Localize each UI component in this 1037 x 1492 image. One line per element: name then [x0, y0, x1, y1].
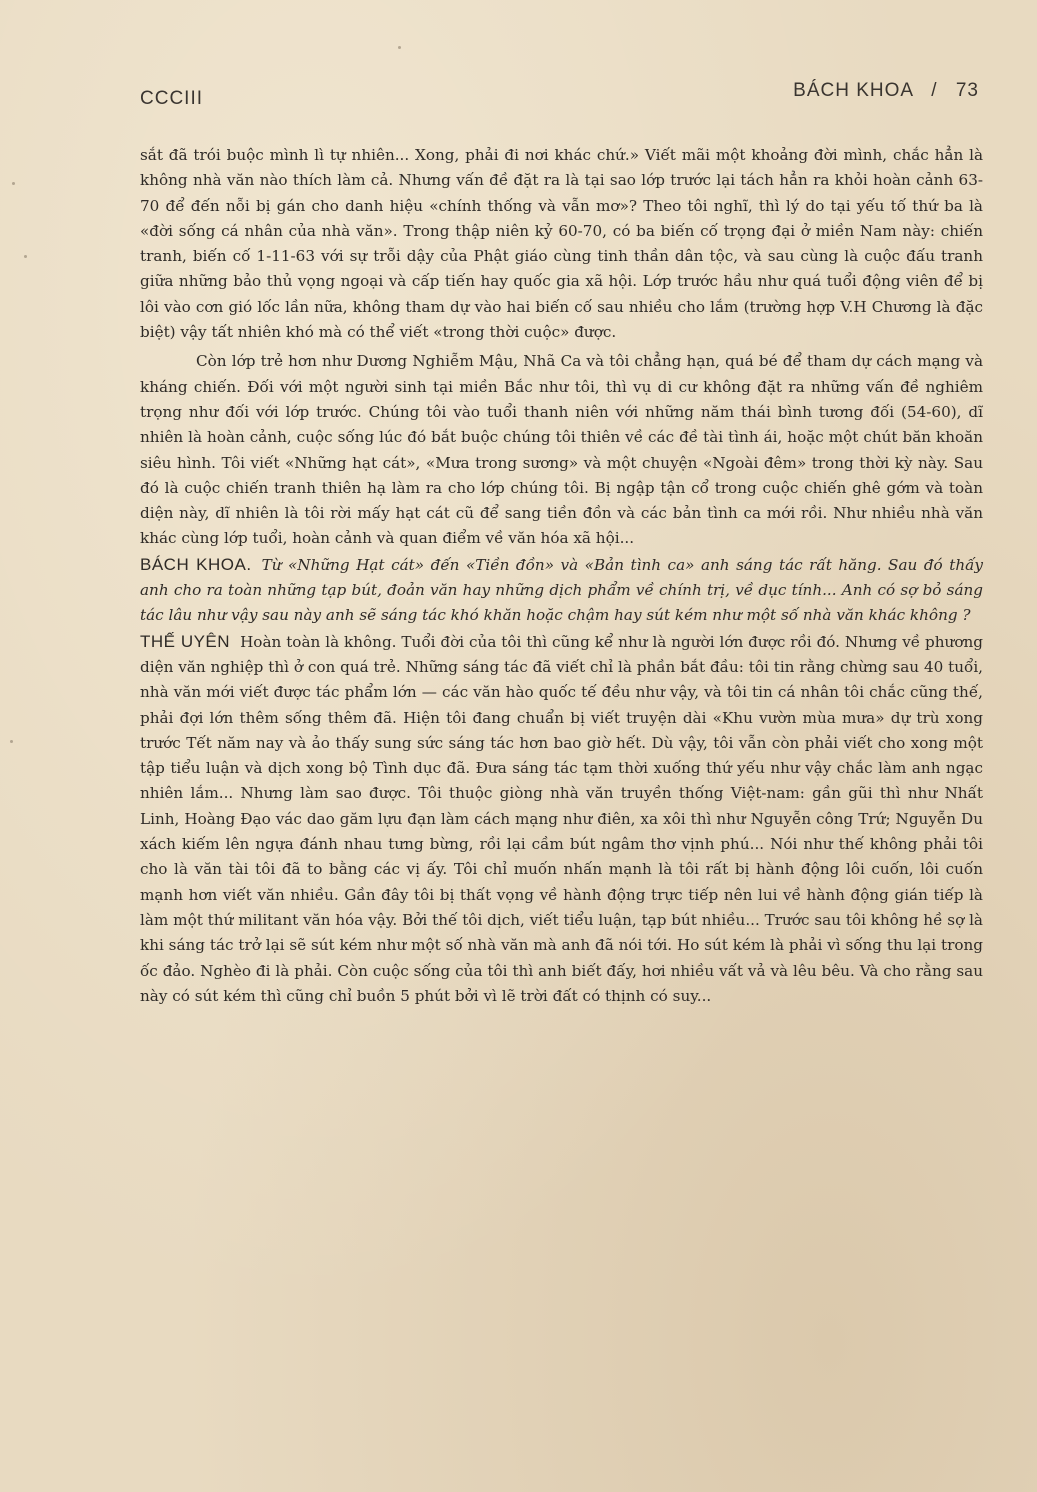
issue-number: CCCIII — [140, 88, 203, 109]
paper-speck — [24, 255, 27, 258]
paragraph-2: Còn lớp trẻ hơn như Dương Nghiễm Mậu, Nhã Ca và tôi chẳng hạn, quá bé để tham dự cách mạng và kháng chiến. Đối với một người sinh tại miền Bắc như tôi, thì vụ di cư không đặt ra những vấn đề nghiêm trọng như đối với lớp trước. Chúng tôi vào tuổi thanh niên với những năm thái bình tương đối (54-60), dĩ nhiên là hoàn cảnh, cuộc sống lúc đó bắt buộc chúng tôi thiên về các đề tài tình ái, hoặc một chút băn khoăn siêu hình. Tôi viết «Những hạt cát», «Mưa trong sương» và một chuyện «Ngoài đêm» trong thời kỳ này. Sau đó là cuộc chiến tranh thiên hạ làm ra cho lớp chúng tôi. Bị ngập tận cổ trong cuộc chiến ghê gớm và toàn diện này, dĩ nhiên là tôi rời mấy hạt cát cũ để sang tiền đồn và các bản tình ca mới rồi. Như nhiều nhà văn khác cùng lớp tuổi, hoàn cảnh và quan điểm về văn hóa xã hội... — [140, 352, 983, 548]
paper-speck — [12, 182, 15, 185]
answer-text: Hoàn toàn là không. Tuổi đời của tôi thì cũng kể như là người lớn được rồi đó. Nhưng về phương diện văn nghiệp thì ở con quá trẻ. Những sáng tác đã viết chỉ là phần bắt đầu: tôi tin rằng chừng sau 40 tuổi, nhà văn mới viết được tác phẩm lớn — các văn hào quốc tế đều như vậy, và tôi tin cá nhân tôi chắc cũng thế, phải đợi lớn thêm sống thêm đã. Hiện tôi đang chuẩn bị viết truyện dài «Khu vườn mùa mưa» dự trù xong trước Tết năm nay và ảo thấy sung sức sáng tác hơn bao giờ hết. Dù vậy, tôi vẫn còn phải viết cho xong một tập tiểu luận và dịch xong bộ Tình dục đã. Đưa sáng tác tạm thời xuống thứ yếu như vậy chắc làm anh ngạc nhiên lắm... Nhưng làm sao được. Tôi thuộc giòng nhà văn truyền thống Việt-nam: gần gũi thì như Nhất Linh, Hoàng Đạo vác dao găm lựu đạn làm cách mạng như điên, xa xôi thì như Nguyễn công Trứ; Nguyễn Du xách kiếm lên ngựa đánh nhau tưng bừng, rồi lại cầm bút ngâm thơ vịnh phú... Nói như thế không phải tôi cho là văn tài tôi đã to bằng các vị ấy. Tôi chỉ muốn nhấn mạnh là tôi rất bị hành động lôi cuốn, lôi cuốn mạnh hơn viết văn nhiều. Gần đây tôi bị thất vọng về hành động trực tiếp nên lui về hành động gián tiếp là làm một thứ militant văn hóa vậy. Bởi thế tôi dịch, viết tiểu luận, tạp bút nhiều... Trước sau tôi không hề sợ là khi sáng tác trở lại sẽ sút kém như một số nhà văn mà anh đã nói tới. Ho sút kém là phải vì sống thu lại trong ốc đảo. Nghèo đi là phải. Còn cuộc sống của tôi thì anh biết đấy, hơi nhiều vất vả và lêu bêu. Và cho rằng sau này có sút kém thì cũng chỉ buồn 5 phút bởi vì lẽ trời đất có thịnh có suy... — [140, 632, 983, 1005]
question-text: Từ «Những Hạt cát» đến «Tiền đồn» và «Bản tình ca» anh sáng tác rất hăng. Sau đó thấy anh cho ra toàn những tạp bút, đoản văn hay những dịch phẩm về chính trị, về dục tính... Anh có sợ bỏ sáng tác lâu như vậy sau này anh sẽ sáng tác khó khăn hoặc chậm hay sút kém như một số nhà văn khác không ? — [140, 555, 983, 625]
header-separator: / — [931, 80, 938, 101]
paragraph-1: sắt đã trói buộc mình lì tự nhiên... Xong, phải đi nơi khác chứ.» Viết mãi một khoảng đời mình, chắc hẳn là không nhà văn nào thích làm cả. Nhưng vấn đề đặt ra là tại sao lớp trước lại tách hẳn ra khỏi hoàn cảnh 63-70 để đến nỗi bị gán cho danh hiệu «chính thống và vẫn mơ»? Theo tôi nghĩ, thì lý do tại yếu tố thứ ba là «đời sống cá nhân của nhà văn». Trong thập niên kỷ 60-70, có ba biến cố trọng đại ở miền Nam này: chiến tranh, biến cố 1-11-63 với sự trỗi dậy của Phật giáo cùng tinh thần dân tộc, và sau cùng là cuộc đấu tranh giữa những bảo thủ vọng ngoại và cấp tiến hay quốc gia xã hội. Lớp trước hầu như quá tuổi động viên để bị lôi vào cơn gió lốc lần nữa, không tham dự vào hai biến cố sau nhiều cho lắm (trường hợp V.H Chương là đặc biệt) vậy tất nhiên khó mà có thể viết «trong thời cuộc» được. — [140, 146, 983, 342]
paper-speck — [10, 740, 13, 743]
running-header — [140, 78, 979, 112]
paper-speck — [398, 46, 401, 49]
interview-answer — [140, 629, 983, 1009]
answer-speaker: THẾ UYÊN — [140, 631, 231, 651]
magazine-name: BÁCH KHOA — [793, 80, 914, 101]
header-right — [793, 80, 979, 102]
question-speaker: BÁCH KHOA. — [140, 554, 252, 574]
page-number: 73 — [955, 80, 979, 101]
article-body — [140, 143, 983, 1009]
interview-question — [140, 552, 983, 629]
